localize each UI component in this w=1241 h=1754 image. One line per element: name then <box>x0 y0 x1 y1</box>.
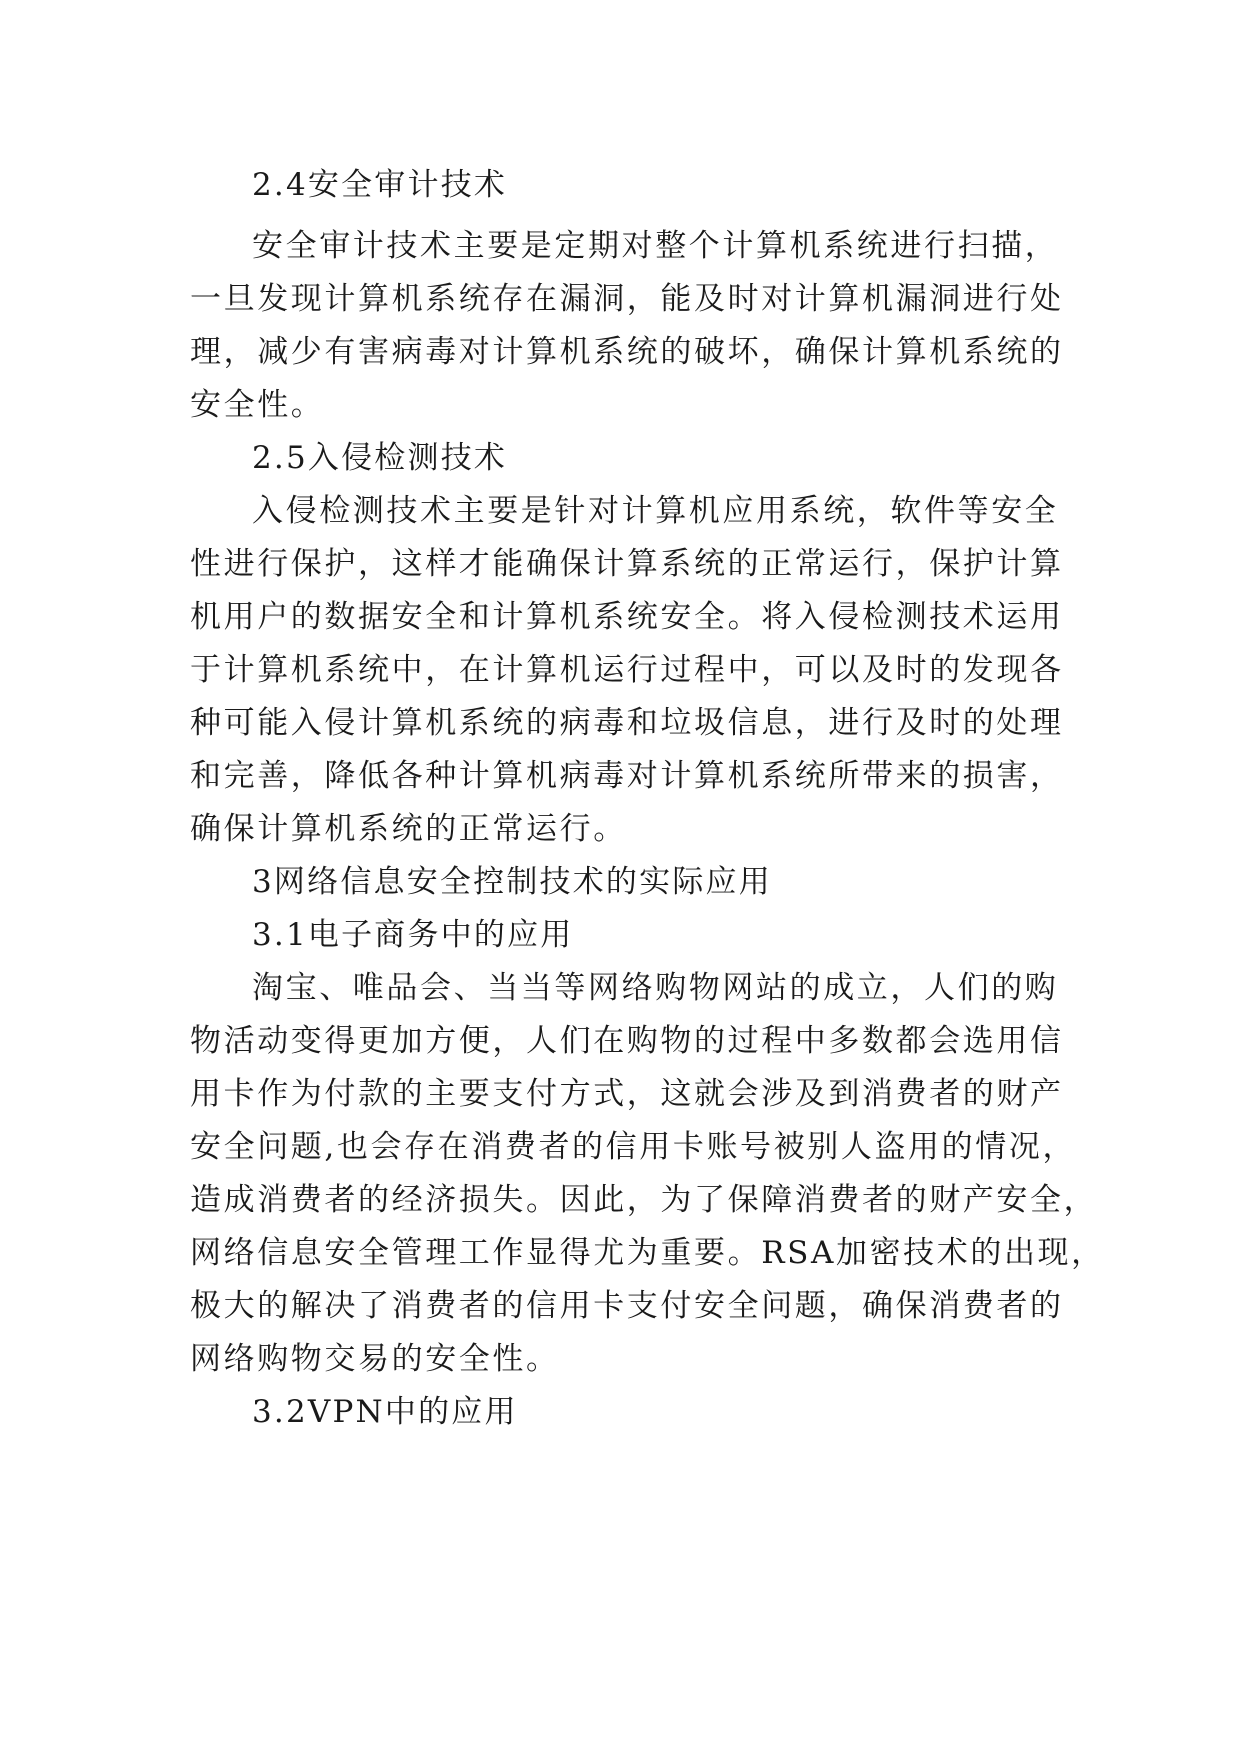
section-heading-2-5: 2.5入侵检测技术 <box>252 440 508 476</box>
section-heading-3-1: 3.1电子商务中的应用 <box>252 917 574 953</box>
paragraph-line: 用卡作为付款的主要支付方式，这就会涉及到消费者的财产 <box>190 1076 1064 1112</box>
paragraph-line: 淘宝、唯品会、当当等网络购物网站的成立，人们的购 <box>252 970 1059 1006</box>
section-heading-3: 3网络信息安全控制技术的实际应用 <box>252 864 772 900</box>
paragraph-line: 理，减少有害病毒对计算机系统的破坏，确保计算机系统的 <box>190 334 1064 370</box>
paragraph-line: 种可能入侵计算机系统的病毒和垃圾信息，进行及时的处理 <box>190 705 1064 741</box>
section-heading-3-2: 3.2VPN中的应用 <box>252 1394 518 1430</box>
paragraph-line: 网络购物交易的安全性。 <box>190 1341 560 1377</box>
paragraph-line: 物活动变得更加方便，人们在购物的过程中多数都会选用信 <box>190 1023 1064 1059</box>
paragraph-line: 性进行保护，这样才能确保计算系统的正常运行，保护计算 <box>190 546 1064 582</box>
paragraph-line: 入侵检测技术主要是针对计算机应用系统，软件等安全 <box>252 493 1059 529</box>
paragraph-line: 确保计算机系统的正常运行。 <box>190 811 627 847</box>
paragraph-line: 安全审计技术主要是定期对整个计算机系统进行扫描， <box>252 228 1059 264</box>
paragraph-line: 和完善，降低各种计算机病毒对计算机系统所带来的损害， <box>190 758 1064 794</box>
section-heading-2-4: 2.4安全审计技术 <box>252 167 508 203</box>
paragraph-line: 造成消费者的经济损失。因此，为了保障消费者的财产安全， <box>190 1182 1098 1218</box>
paragraph-line: 网络信息安全管理工作显得尤为重要。RSA加密技术的出现， <box>190 1235 1105 1271</box>
paragraph-line: 安全问题,也会存在消费者的信用卡账号被别人盗用的情况， <box>190 1129 1077 1165</box>
paragraph-line: 于计算机系统中，在计算机运行过程中，可以及时的发现各 <box>190 652 1064 688</box>
paragraph-line: 机用户的数据安全和计算机系统安全。将入侵检测技术运用 <box>190 599 1064 635</box>
paragraph-line: 安全性。 <box>190 387 325 423</box>
paragraph-line: 一旦发现计算机系统存在漏洞，能及时对计算机漏洞进行处 <box>190 281 1064 317</box>
paragraph-line: 极大的解决了消费者的信用卡支付安全问题，确保消费者的 <box>190 1288 1064 1324</box>
